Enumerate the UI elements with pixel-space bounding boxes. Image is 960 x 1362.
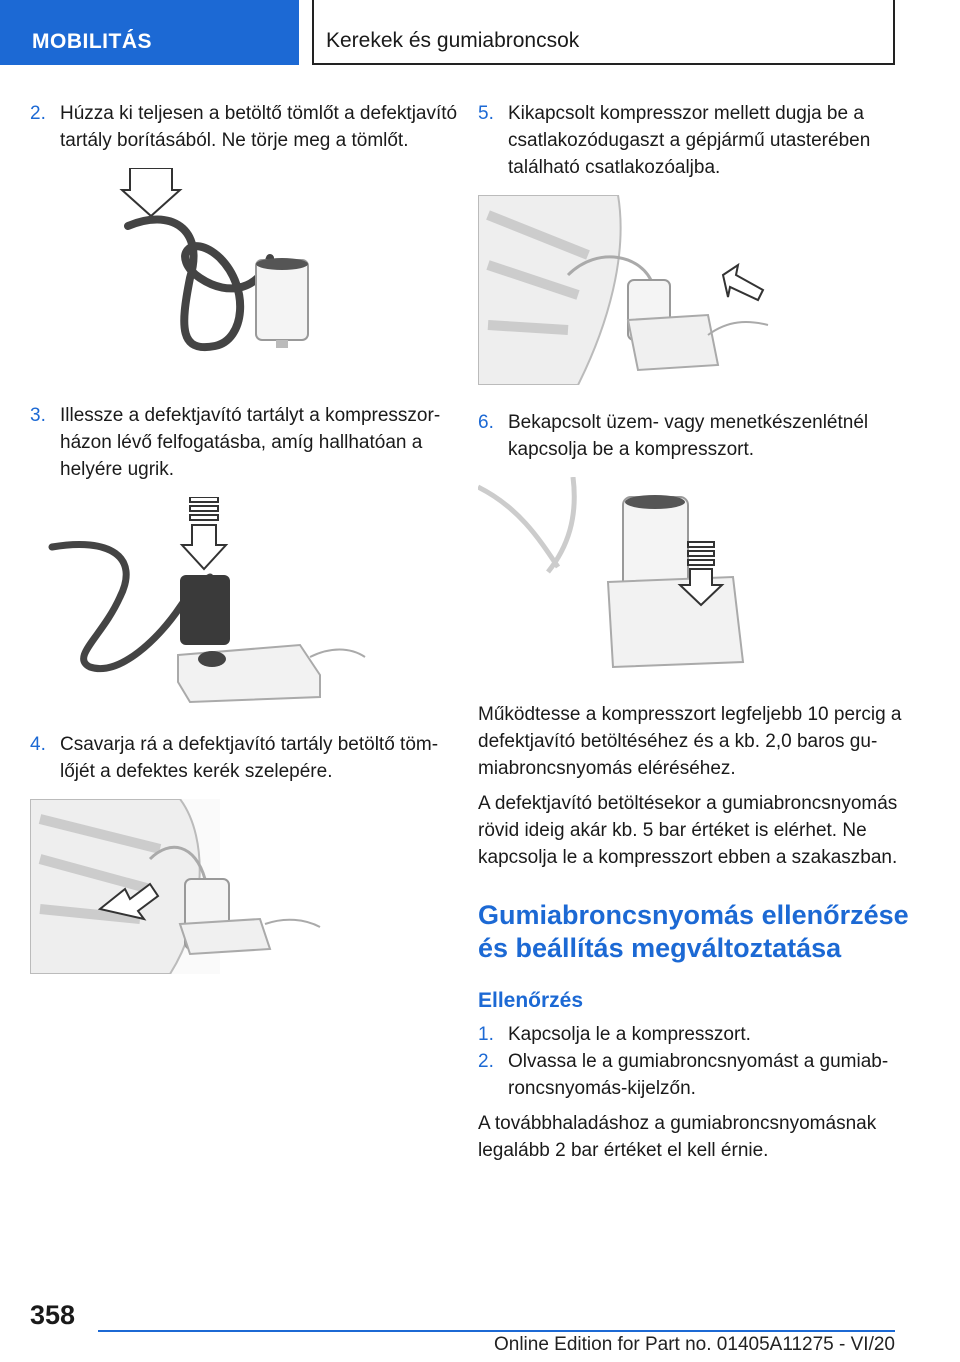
subheading-check: Ellenőrzés	[478, 989, 584, 1012]
paragraph-runtime: Működtesse a kompresszort legfeljebb 10 percig a defektjavító betöltéséhez és a kb. 2,0 baros gumiabroncsnyomás eléréséhez.	[478, 704, 902, 779]
footer-divider	[98, 1330, 895, 1332]
step-number: 4.	[30, 734, 46, 755]
step-number: 3.	[30, 405, 46, 426]
step-text: Olvassa le a gumiabroncsnyomást a gumiabroncsnyomás-kijelzőn.	[508, 1051, 889, 1099]
section-heading: Gumiabroncsnyomás ellenőrzése és beállítás megváltoztatása	[478, 900, 909, 963]
check-step-2	[478, 1048, 910, 1102]
footer-edition: Online Edition for Part no. 01405A11275 - VI/20	[493, 1334, 895, 1355]
figure-valve-container	[30, 799, 462, 974]
step-6	[478, 409, 910, 463]
step-number: 6.	[478, 412, 494, 433]
step-3	[30, 402, 462, 483]
compressor-attach-illustration	[30, 497, 462, 707]
section-tab	[0, 0, 299, 65]
section-label: MOBILITÁS	[32, 30, 152, 53]
step-text: Húzza ki teljesen a betöltő tömlőt a defektjavító tartály borításából. Ne törje meg a tömlőt.	[60, 103, 458, 151]
step-text: Kapcsolja le a kompresszort.	[508, 1024, 751, 1045]
step-text: Csavarja rá a defektjavító tartály betöltő tömlőjét a defektes kerék szelepére.	[60, 734, 439, 782]
step-number: 1.	[478, 1024, 494, 1045]
hose-illustration	[30, 168, 462, 378]
step-number: 2.	[30, 103, 46, 124]
switch-illustration	[478, 477, 910, 677]
step-text: Bekapcsolt üzem- vagy menetkészenlétnél kapcsolja be a kompresszort.	[508, 412, 869, 460]
figure-switch-container	[478, 477, 910, 677]
step-2	[30, 100, 462, 154]
paragraph-pressure: A defektjavító betöltésekor a gumiabroncsnyomás rövid ideig akár kb. 5 bar értéket is elérhet. Ne kapcsolja le a kompresszort ebben a szakaszban.	[478, 793, 898, 868]
step-number: 5.	[478, 103, 494, 124]
figure-plug-container	[478, 195, 910, 385]
figure-hose-container	[30, 168, 462, 378]
right-column	[478, 100, 910, 1172]
step-text: Illessze a defektjavító tartályt a kompresszorházon lévő felfogatásba, amíg hallhatóan a helyére ugrik.	[60, 405, 441, 480]
paragraph-final: A továbbhaladáshoz a gumiabroncsnyomásnak legalább 2 bar értéket el kell érnie.	[478, 1113, 877, 1161]
chapter-title	[312, 0, 895, 65]
valve-illustration	[30, 799, 462, 974]
figure-attach-container	[30, 497, 462, 707]
page-number: 358	[30, 1300, 76, 1330]
left-column	[30, 100, 462, 998]
chapter-title-text: Kerekek és gumiabroncsok	[326, 29, 580, 52]
check-step-1	[478, 1021, 910, 1048]
step-5	[478, 100, 910, 181]
plug-illustration	[478, 195, 910, 385]
step-text: Kikapcsolt kompresszor mellett dugja be a csatlakozódugaszt a gépjármű utasterében található csatlakozóaljba.	[508, 103, 871, 178]
step-4	[30, 731, 462, 785]
step-number: 2.	[478, 1051, 494, 1072]
